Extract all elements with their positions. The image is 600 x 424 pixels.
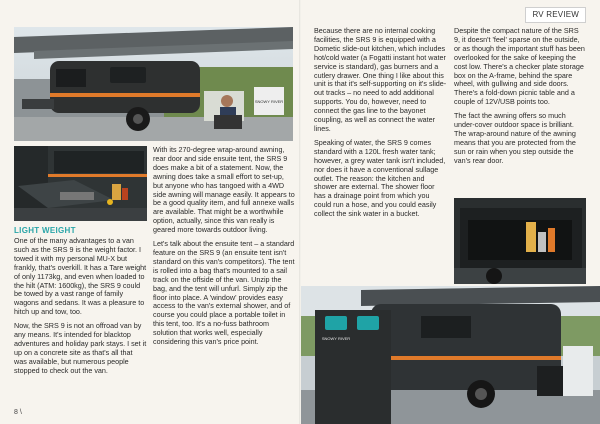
column-3-paragraph-1: Because there are no internal cooking facilities, the SRS 9 is equipped with a Dometic slide-out kitchen, which includes hot/cold water (a Fogatti instant hot water service is standard), gas burners and a cutlery drawer. One thing I like about this unit is that it's self-supporting on it's slide-out tracks – no need to add additional supports. You do, however, need to connect the gas line to the bayonet coupling, as well as connect the water lines.	[314, 26, 447, 133]
column-4	[454, 27, 586, 171]
column-1-paragraph-1: One of the many advantages to a van such as the SRS 9 is the weight factor. I towed it with my personal MU-X but frankly, that's overkill. It has a Tare weight of only 1173kg, and even when loaded to the hilt (ATM: 1600kg), the SRS 9 could be towed by a vast range of family wagons and sedans. It was a pleasure to hitch up and tow, too.	[14, 236, 147, 317]
ensuite-photo	[301, 286, 600, 424]
campsite-photo	[14, 27, 293, 141]
kitchen-photo	[14, 146, 147, 221]
column-2-paragraph-2: Let's talk about the ensuite tent – a standard feature on the SRS 9 (an ensuite tent isn't standard on this van's competitors). The tent is rolled into a bag that's mounted to a sail track on the offside of the van. Unzip the bag, and the tent will unfurl. Simply zip the floor into place. A 'window' provides easy access to the van's external shower, and of course you could place a portable toilet in this tent, too. It's a no-fuss bathroom solution that works well, especially considering this van's price point.	[153, 239, 295, 347]
column-4-paragraph-1: Despite the compact nature of the SRS 9, it doesn't 'feel' sparse on the outside, or as though the important stuff has been overlooked for the sake of keeping the cost low. There's a checker plate storage box on the A-frame, behind the spare wheel, with gullwing and side doors. There's a fold-down picnic table and a couple of 12V/USB points too.	[454, 26, 585, 107]
ensuite-logo-text: SNOWY RIVER	[321, 336, 351, 341]
light-weight-heading: LIGHT WEIGHT	[14, 226, 76, 235]
page-number: 8 \	[14, 409, 22, 416]
column-4-paragraph-2: The fact the awning offers so much under-cover outdoor space is brilliant. The wrap-around nature of the awning means that you are protected from the sun or rain when you step outside the van's rear door.	[454, 111, 576, 165]
storage-box-photo	[454, 198, 586, 284]
column-1-paragraph-2: Now, the SRS 9 is not an offroad van by any means. It's intended for blacktop adventures and holiday park stays. I set it up on a concrete site as that's all that was available, but numerous people stopped to check out the van.	[14, 321, 147, 375]
section-badge: RV REVIEW	[525, 7, 586, 23]
column-2	[153, 146, 295, 352]
column-3	[314, 27, 448, 224]
column-3-paragraph-2: Speaking of water, the SRS 9 comes standard with a 120L fresh water tank; however, a grey water tank isn't included, nor does it have a conventional sullage outlet. The reason: the kitchen and shower are external. The shower floor has a drainage point from which you could run a hose, and you could easily collect the sink water in a bucket.	[314, 137, 446, 219]
column-2-paragraph-1: With its 270-degree wrap-around awning, rear door and side ensuite tent, the SRS 9 does make a bit of a statement. Now, the awning does take a small effort to set-up, but anyone who has tangoed with a 4WD side awning will manage easily. It appears to be a good quality item, and full annexe walls are available. That might be a worthwhile option, actually, since this van really is geared more towards outdoor living.	[153, 145, 295, 235]
column-1	[14, 226, 147, 381]
campsite-sign-text: SNOWY RIVER	[254, 99, 284, 104]
